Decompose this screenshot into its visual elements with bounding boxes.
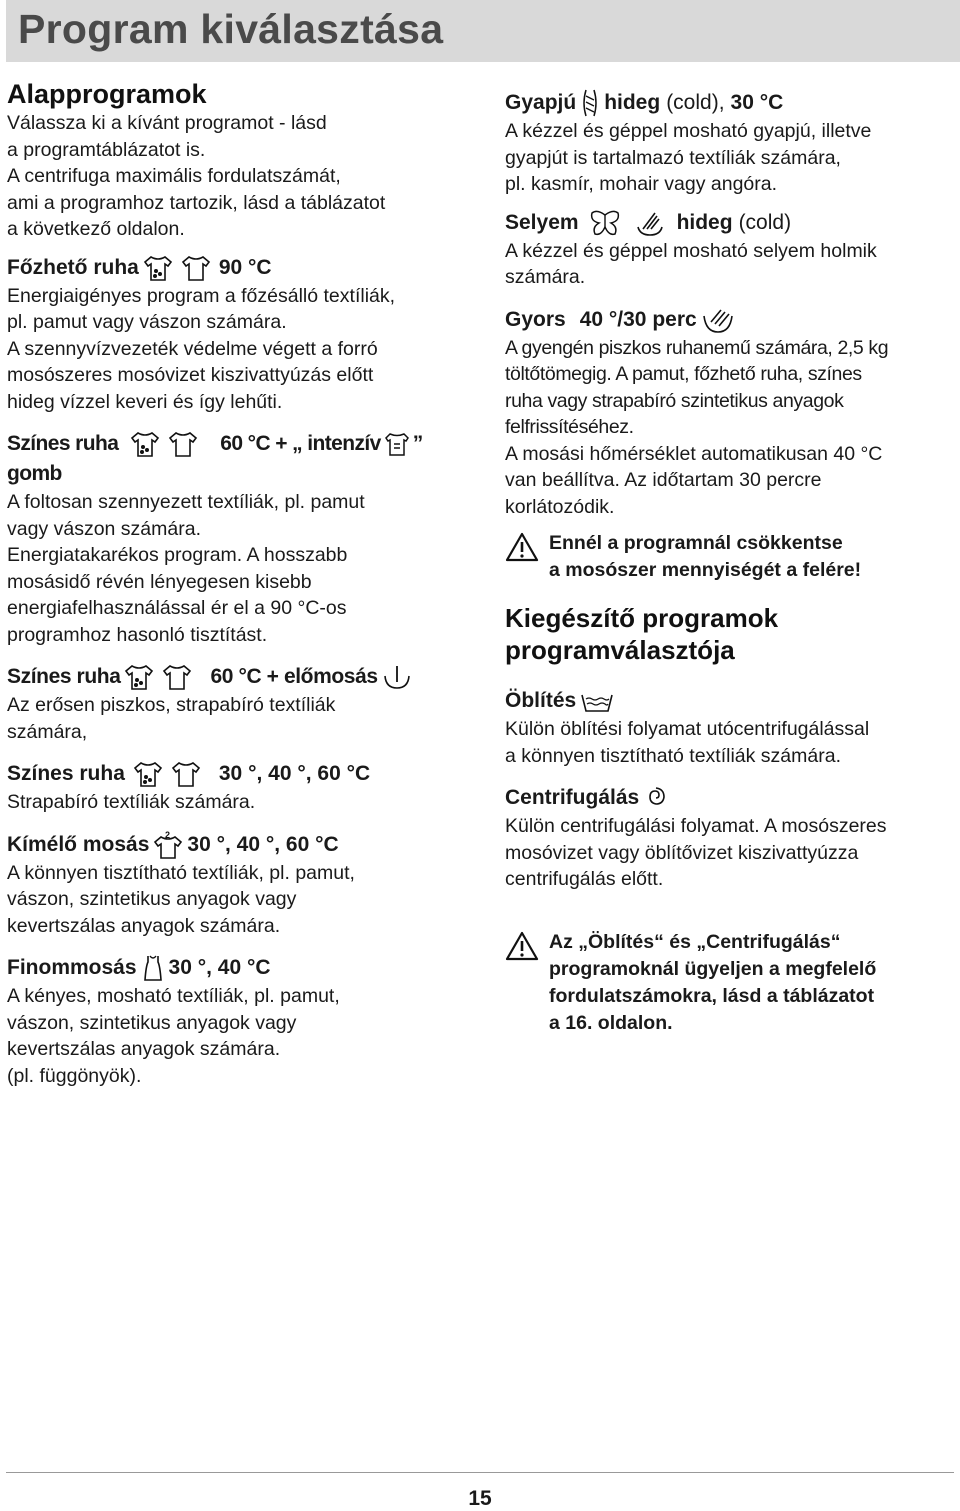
white-shirt-icon (171, 760, 201, 788)
desc-line: A gyengén piszkos ruhanemű számára, 2,5 kg (505, 336, 889, 359)
svg-text:2: 2 (165, 829, 171, 840)
program-name: Gyors (505, 307, 566, 331)
program-heading-tail (7, 459, 477, 489)
desc-line: ruha vagy strapabíró szintetikus anyagok (505, 389, 844, 412)
white-shirt-icon (168, 430, 198, 458)
quick-wash-icon (701, 306, 735, 334)
white-shirt-icon (181, 254, 211, 282)
desc-line: korlátozódik. (505, 495, 615, 518)
warning-line: a 16. oldalon. (549, 1011, 673, 1034)
program-heading-fozheto (7, 253, 477, 283)
desc-line: kevertszálas anyagok számára. (7, 914, 281, 937)
desc-line: centrifugálás előtt. (505, 868, 664, 890)
wool-skein-icon (580, 88, 600, 118)
program-tail: gomb (7, 462, 62, 485)
desc-line: mosószeres mosóvizet kiszivattyúzás előtt (7, 364, 374, 386)
desc-line: energiafelhasználással ér el a 90 °C-os (7, 597, 347, 619)
program-heading-kimelo (7, 830, 477, 860)
warning-line: Az „Öblítés“ és „Centrifugálás“ (549, 930, 841, 953)
program-heading-gyapju (505, 88, 953, 118)
heading-line: programválasztója (505, 635, 735, 665)
program-name: Centrifugálás (505, 786, 640, 809)
warning-icon (505, 532, 539, 570)
delicate-dress-icon (141, 954, 165, 982)
synthetic-shirt-icon (153, 830, 183, 860)
desc-line: a könnyen tisztítható textíliák számára. (505, 744, 841, 767)
colored-shirt-icon (130, 430, 160, 458)
closing-quote: ” (412, 432, 423, 455)
intro-line: A centrifuga maximális fordulatszámát, (7, 165, 341, 187)
desc-line: töltőtömegig. A pamut, főzhető ruha, színes (505, 363, 862, 385)
program-heading-gyors (505, 305, 953, 335)
warning-line: a mosószer mennyiségét a felére! (549, 559, 862, 581)
rinse-icon (580, 689, 614, 713)
butterfly-icon (589, 209, 621, 237)
program-temp: 30 °, 40 °, 60 °C (187, 832, 339, 856)
program-heading-szines-elomosas (7, 662, 477, 692)
intro-line: a következő oldalon. (7, 218, 185, 240)
desc-line: (pl. függönyök). (7, 1064, 142, 1087)
desc-line: számára, (7, 720, 88, 743)
program-heading-selyem (505, 208, 953, 238)
desc-line: mosásidő révén lényegesen kisebb (7, 570, 312, 593)
desc-line: kevertszálas anyagok számára. (7, 1038, 281, 1060)
warning-line: fordulatszámokra, lásd a táblázatot (549, 984, 875, 1007)
warning-detergent (505, 530, 953, 584)
intro-line: a programtáblázatot is. (7, 138, 206, 161)
intensive-icon (385, 431, 409, 457)
desc-line: A kényes, mosható textíliák, pl. pamut, (7, 985, 340, 1007)
program-name: Színes ruha (7, 432, 119, 455)
desc-line: A mosási hőmérséklet automatikusan 40 °C (505, 442, 883, 465)
desc-line: Strapabíró textíliák számára. (7, 791, 256, 813)
desc-line: A kézzel és géppel mosható selyem holmik (505, 239, 877, 262)
program-name: Finommosás (7, 956, 137, 979)
colored-shirt-icon (124, 663, 154, 691)
desc-line: pl. kasmír, mohair vagy angóra. (505, 173, 778, 195)
desc-line: Külön centrifugálási folyamat. A mosószeres (505, 815, 887, 837)
program-temp: 40 °/30 perc (579, 307, 697, 331)
desc-line: számára. (505, 266, 586, 288)
desc-line: Külön öblítési folyamat utócentrifugálással (505, 718, 870, 740)
desc-line: vászon, szintetikus anyagok vagy (7, 1011, 297, 1034)
program-name: Selyem (505, 210, 579, 234)
colored-shirt-icon (143, 254, 173, 282)
desc-line: Energiatakarékos program. A hosszabb (7, 544, 348, 566)
white-shirt-icon (162, 663, 192, 691)
intro-line: Válassza ki a kívánt programot - lásd (7, 112, 327, 134)
program-heading-centrifugalas (505, 783, 953, 813)
program-heading-finommosas (7, 953, 477, 983)
section-heading-alapprogramok: Alapprogramok (7, 79, 207, 109)
desc-line: A könnyen tisztítható textíliák, pl. pamut, (7, 861, 355, 884)
colored-shirt-icon (133, 760, 163, 788)
hand-wash-icon (635, 209, 665, 237)
warning-line: Ennél a programnál csökkentse (549, 532, 843, 554)
footer-divider (6, 1472, 954, 1473)
desc-line: gyapjút is tartalmazó textíliák számára, (505, 146, 841, 169)
heading-line: Kiegészítő programok (505, 603, 779, 633)
program-name: Színes ruha (7, 762, 125, 785)
intro-line: ami a programhoz tartozik, lásd a táblázatot (7, 191, 386, 214)
program-heading-szines-intenziv (7, 429, 477, 459)
section-heading-kiegeszito (505, 602, 953, 666)
program-temp: 60 °C + előmosás (210, 665, 378, 688)
program-temp: hideg (604, 91, 661, 114)
page-title: Program kiválasztása (18, 6, 444, 52)
desc-line: vagy vászon számára. (7, 517, 202, 540)
program-temp-2: 30 °C (730, 91, 784, 114)
program-temp: 30 °, 40 °, 60 °C (218, 762, 371, 785)
cold-label: (cold) (738, 210, 792, 234)
desc-line: A kézzel és géppel mosható gyapjú, illetve (505, 120, 872, 142)
program-temp: 90 °C (218, 255, 272, 279)
warning-speed (505, 929, 953, 1037)
program-heading-oblites (505, 686, 953, 716)
program-name: Gyapjú (505, 91, 577, 114)
page-number: 15 (468, 1487, 492, 1510)
program-name: Főzhető ruha (7, 255, 139, 279)
program-temp: 30 °, 40 °C (168, 956, 271, 979)
program-temp: hideg (676, 210, 733, 234)
desc-line: van beállítva. Az időtartam 30 percre (505, 469, 822, 491)
desc-line: felfrissítéséhez. (505, 416, 634, 438)
desc-line: A szennyvízvezeték védelme végett a forró (7, 337, 378, 360)
program-name: Kímélő mosás (7, 832, 150, 856)
program-heading-szines-30-60 (7, 759, 477, 789)
desc-line: programhoz hasonló tisztítást. (7, 623, 268, 646)
desc-line: Energiaigényes program a főzésálló textíliák, (7, 284, 396, 307)
cold-label: (cold), (666, 91, 725, 114)
desc-line: Az erősen piszkos, strapabíró textíliák (7, 694, 336, 716)
desc-line: vászon, szintetikus anyagok vagy (7, 888, 297, 910)
desc-line: mosóvizet vagy öblítővizet kiszivattyúzza (505, 841, 859, 864)
right-column (505, 88, 953, 1037)
left-column (7, 78, 477, 1089)
spin-icon (643, 785, 669, 811)
prewash-icon (382, 664, 412, 690)
desc-line: hideg vízzel keveri és így lehűti. (7, 390, 283, 413)
desc-line: pl. pamut vagy vászon számára. (7, 311, 287, 333)
desc-line: A foltosan szennyezett textíliák, pl. pamut (7, 491, 365, 513)
program-name: Színes ruha (7, 665, 121, 688)
program-temp: 60 °C + „ intenzív (220, 432, 381, 455)
program-name: Öblítés (505, 689, 577, 712)
warning-line: programoknál ügyeljen a megfelelő (549, 957, 877, 980)
title-bar (6, 0, 960, 62)
warning-icon (505, 931, 539, 969)
